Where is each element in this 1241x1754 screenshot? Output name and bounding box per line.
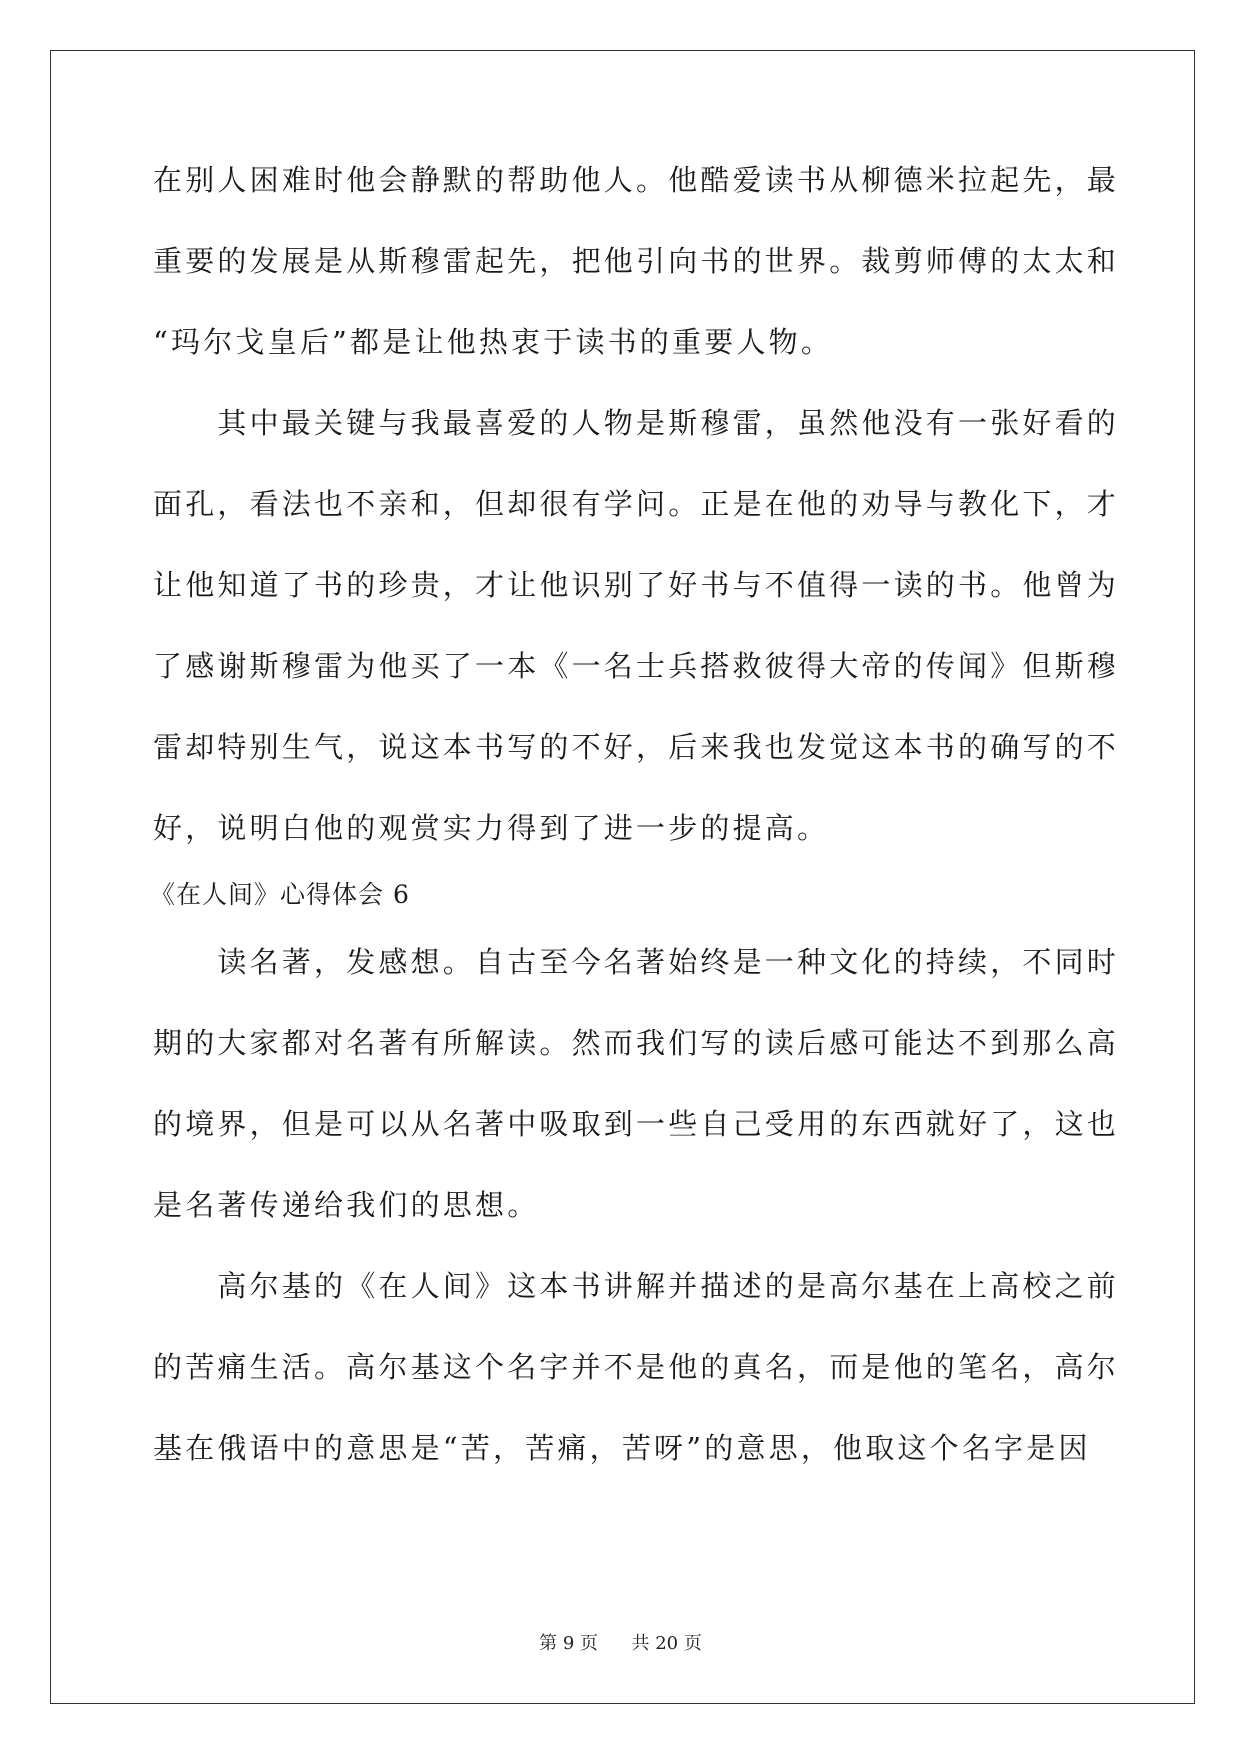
paragraph-line: 了感谢斯穆雷为他买了一本《一名士兵搭救彼得大帝的传闻》但斯穆	[153, 649, 1120, 683]
paragraph-line: 的苦痛生活。高尔基这个名字并不是他的真名，而是他的笔名，高尔	[153, 1350, 1120, 1384]
page-number: 第 9 页	[539, 1633, 599, 1654]
paragraph-line: 在别人困难时他会静默的帮助他人。他酷爱读书从柳德米拉起先，最	[153, 163, 1120, 197]
paragraph-line: 让他知道了书的珍贵，才让他识别了好书与不值得一读的书。他曾为	[153, 568, 1120, 602]
page-total: 共 20 页	[631, 1633, 702, 1654]
paragraph-line: 重要的发展是从斯穆雷起先，把他引向书的世界。裁剪师傅的太太和	[153, 244, 1120, 278]
paragraph-line: 的境界，但是可以从名著中吸取到一些自己受用的东西就好了，这也	[153, 1107, 1120, 1141]
paragraph-line: “玛尔戈皇后”都是让他热衷于读书的重要人物。	[153, 325, 834, 359]
paragraph-line: 是名著传递给我们的思想。	[153, 1188, 540, 1222]
paragraph-line: 期的大家都对名著有所解读。然而我们写的读后感可能达不到那么高	[153, 1026, 1120, 1060]
paragraph-line: 雷却特别生气，说这本书写的不好，后来我也发觉这本书的确写的不	[153, 730, 1120, 764]
page-footer	[0, 1632, 1241, 1656]
section-heading: 《在人间》心得体会 6	[150, 880, 410, 909]
paragraph-line: 读名著，发感想。自古至今名著始终是一种文化的持续，不同时	[153, 945, 1120, 979]
paragraph-line: 面孔，看法也不亲和，但却很有学问。正是在他的劝导与教化下，才	[153, 487, 1120, 521]
paragraph-line: 好，说明白他的观赏实力得到了进一步的提高。	[153, 811, 830, 845]
paragraph-line: 基在俄语中的意思是“苦，苦痛，苦呀”的意思，他取这个名字是因	[153, 1431, 1091, 1465]
paragraph-line: 高尔基的《在人间》这本书讲解并描述的是高尔基在上高校之前	[153, 1269, 1120, 1303]
paragraph-line: 其中最关键与我最喜爱的人物是斯穆雷，虽然他没有一张好看的	[153, 406, 1120, 440]
